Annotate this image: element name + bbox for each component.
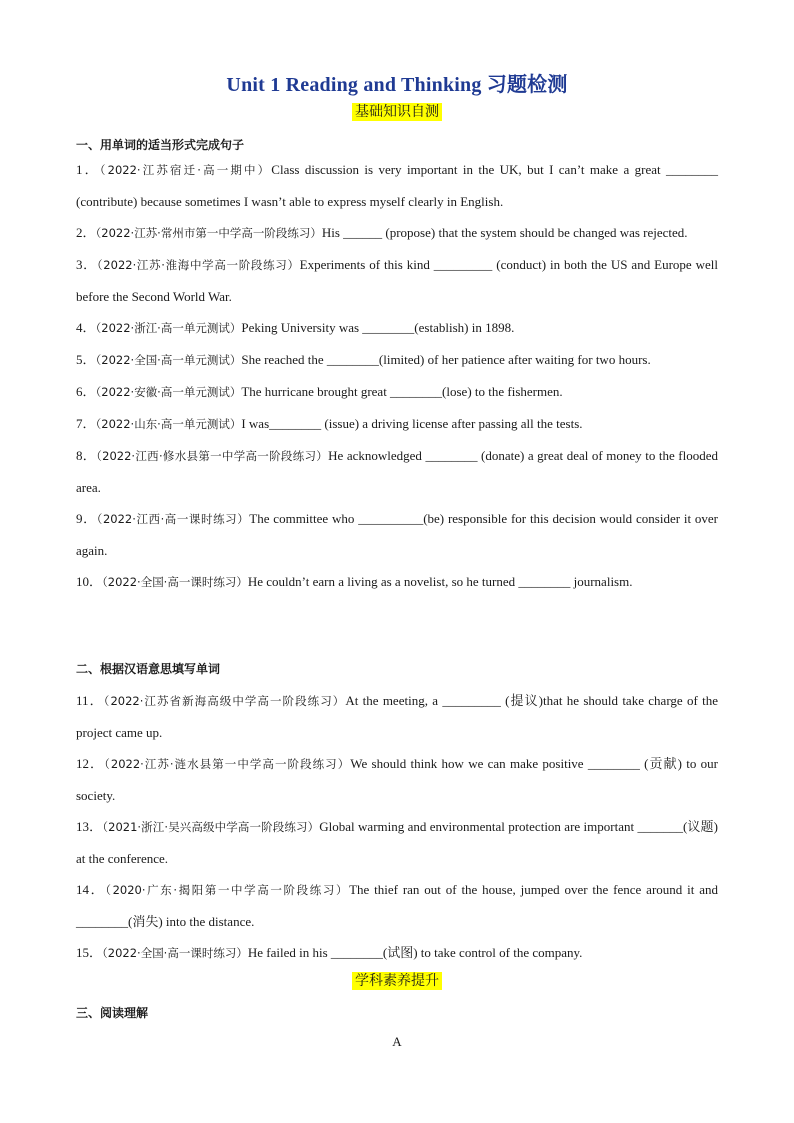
question-list-2 [76,685,718,969]
question-source: （2022·安徽·高一单元测试） [95,385,242,399]
question-text: He couldn’t earn a living as a novelist, so he turned ________ journalism. [247,574,633,589]
question-text: His ______ (propose) that the system should be changed was rejected. [321,225,688,240]
question-text: Class discussion is very important in the UK, but I can’t make a great ________ (contribute) because sometimes I wasn’t able to express myself clearly in English. [76,162,718,209]
question-source: （2022·山东·高一单元测试） [95,417,242,431]
question-source: （2022·江苏宿迁·高一期中） [99,163,272,177]
question-item [76,344,718,376]
question-item [76,154,718,217]
question-text: The hurricane brought great ________(lose) to the fishermen. [241,384,563,399]
question-item [76,249,718,312]
question-number: 8． [76,448,97,463]
question-number: 12． [76,756,105,771]
question-item [76,440,718,503]
question-source: （2022·浙江·高一单元测试） [95,321,242,335]
question-item [76,811,718,874]
question-text: She reached the ________(limited) of her patience after waiting for two hours. [241,352,651,367]
page-title: Unit 1 Reading and Thinking 习题检测 [226,74,568,96]
question-source: （2022·江苏·淮海中学高一阶段练习） [96,258,300,272]
question-item [76,937,718,969]
question-source: （2022·全国·高一课时练习） [102,575,248,589]
section-band-basic-label: 基础知识自测 [352,103,442,121]
question-list-1 [76,154,718,598]
question-source: （2022·全国·高一课时练习） [102,946,248,960]
section-band-basic [0,101,794,121]
question-source: （2022·江苏·涟水县第一中学高一阶段练习） [104,757,351,771]
section-heading-2: 二、根据汉语意思填写单词 [76,662,221,676]
question-item [76,376,718,408]
question-item [76,685,718,748]
question-text: Peking University was ________(establish) in 1898. [241,320,515,335]
question-text: The thief ran out of the house, jumped over the fence around it and ________(消失) into the distance. [76,882,718,929]
question-source: （2022·江西·修水县第一中学高一阶段练习） [96,449,329,463]
question-source: （2022·江西·高一课时练习） [96,512,250,526]
question-text: He acknowledged ________ (donate) a great deal of money to the flooded area. [76,448,719,495]
question-item [76,874,718,937]
question-number: 6． [76,384,96,399]
question-source: （2021·浙江·吴兴高级中学高一阶段练习） [102,820,320,834]
question-number: 7． [76,416,96,431]
question-text: We should think how we can make positive ________ (贡献) to our society. [76,756,718,803]
question-item [76,503,718,566]
question-number: 10． [76,574,103,589]
question-text: He failed in his ________(试图) to take control of the company. [247,945,583,960]
question-text: Experiments of this kind _________ (conduct) in both the US and Europe well before the Second World War. [76,257,718,304]
question-item [76,566,718,598]
question-text: Global warming and environmental protection are important _______(议题) at the conference. [76,819,718,866]
question-source: （2022·全国·高一单元测试） [95,353,242,367]
question-text: The committee who __________(be) responsible for this decision would consider it over again. [76,511,719,558]
question-number: 11． [76,693,104,708]
question-number: 13． [76,819,103,834]
question-number: 1． [76,162,100,177]
question-number: 9． [76,511,97,526]
question-text: At the meeting, a _________ (提议)that he should take charge of the project came up. [76,693,719,740]
section-heading-1: 一、用单词的适当形式完成句子 [76,138,245,152]
question-number: 2． [76,225,96,240]
section-heading-3: 三、阅读理解 [76,1006,149,1020]
passage-label: A [392,1034,402,1049]
question-number: 15． [76,945,103,960]
question-item [76,748,718,811]
question-source: （2022·江苏省新海高级中学高一阶段练习） [103,694,346,708]
question-number: 4． [76,320,96,335]
question-text: I was________ (issue) a driving license after passing all the tests. [241,416,583,431]
question-number: 5． [76,352,96,367]
section-band-literacy-label: 学科素养提升 [352,972,442,990]
section-band-literacy [0,970,794,990]
question-item [76,408,718,440]
question-number: 14． [76,882,106,897]
question-source: （2020·广东·揭阳第一中学高一阶段练习） [105,883,350,897]
question-number: 3． [76,257,97,272]
question-item [76,217,718,249]
question-source: （2022·江苏·常州市第一中学高一阶段练习） [95,226,322,240]
question-item [76,312,718,344]
